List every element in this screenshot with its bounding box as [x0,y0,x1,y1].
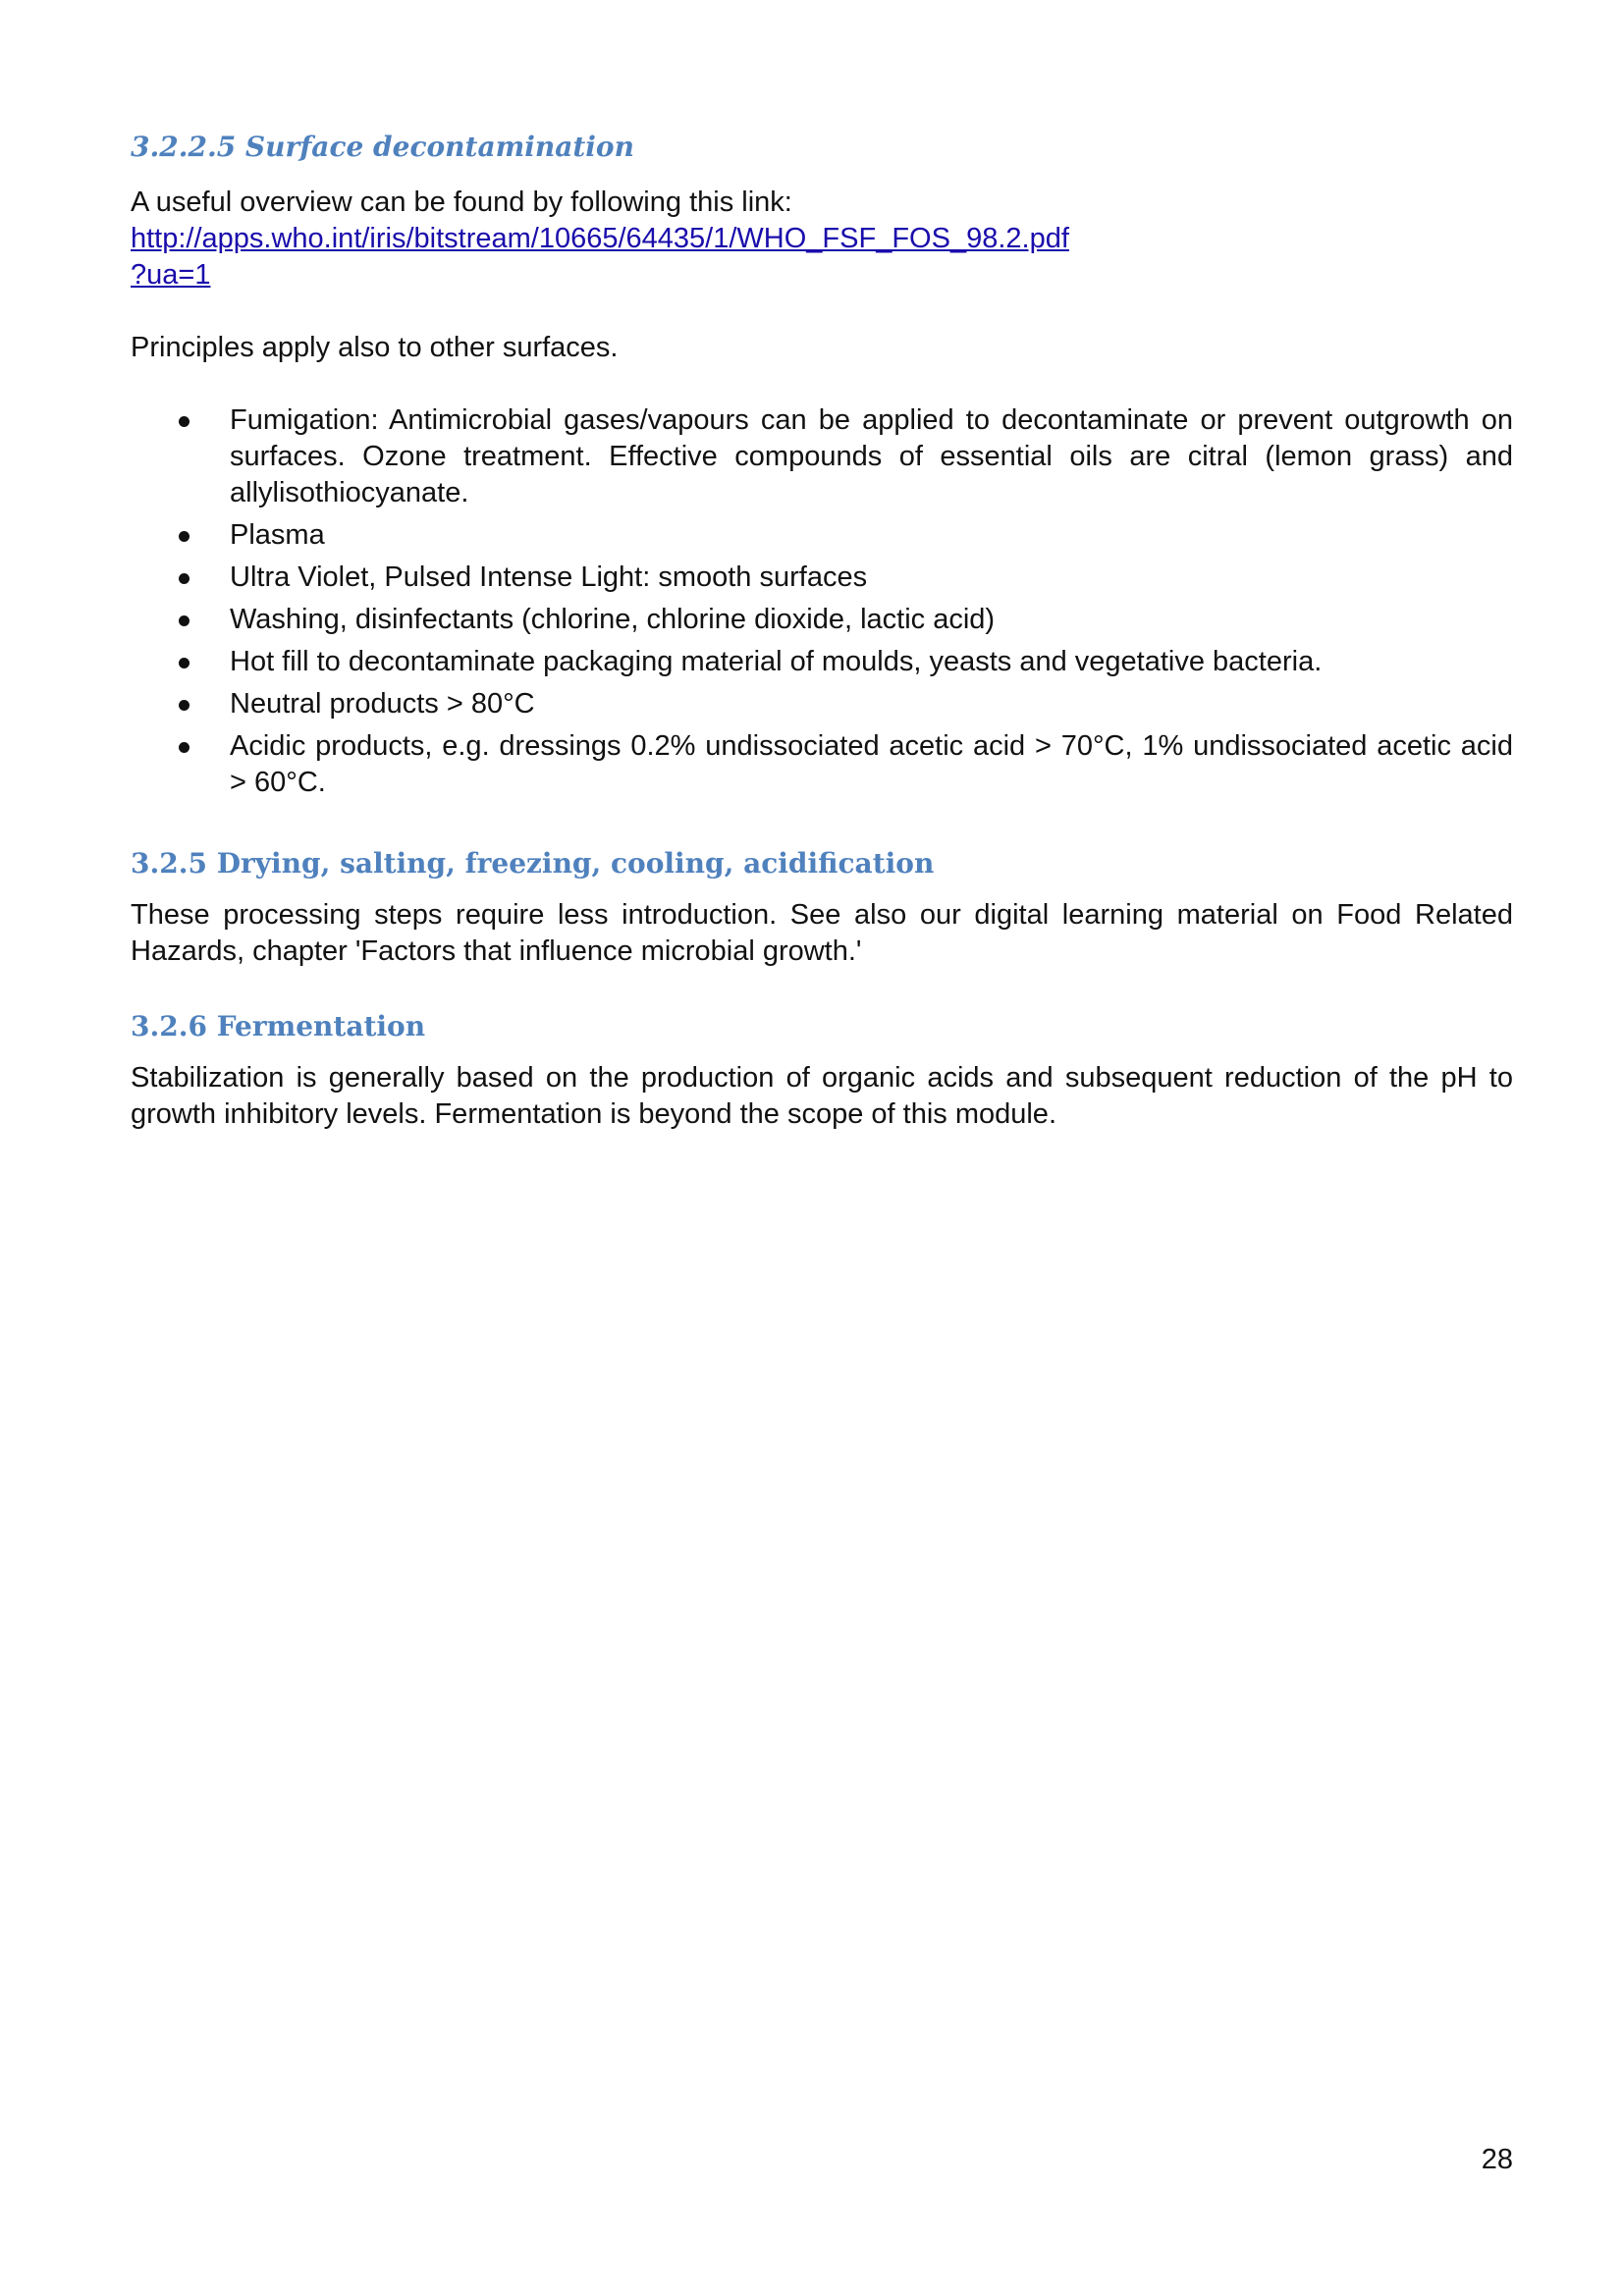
intro-text: A useful overview can be found by following this link: [131,187,792,218]
bullet-icon [179,615,189,626]
page-content [131,128,1513,1133]
spacer [131,366,1513,402]
page-number: 28 [1481,2144,1513,2175]
fermentation-body: Stabilization is generally based on the production of organic acids and subsequent reduction of the pH to growth inhibitory levels. Fermentation is beyond the scope of this module. [131,1062,1513,1130]
bullet-icon [179,700,189,711]
bullet-icon [179,416,189,427]
who-link-line2[interactable]: ?ua=1 [131,259,211,291]
bullet-icon [179,531,189,542]
spacer [131,294,1513,330]
bullet-icon [179,658,189,668]
list-item: Neutral products > 80°C [131,686,1513,722]
drying-body: These processing steps require less introduction. See also our digital learning material on Food Related Hazards, chapter 'Factors that influence microbial growth.' [131,899,1513,967]
spacer [131,970,1513,1007]
list-item: Ultra Violet, Pulsed Intense Light: smooth surfaces [131,560,1513,596]
bullet-icon [179,742,189,753]
heading-surface-decontamination: 3.2.2.5 Surface decontamination [131,131,634,163]
heading-fermentation: 3.2.6 Fermentation [131,1010,426,1042]
list-item: Washing, disinfectants (chlorine, chlorine dioxide, lactic acid) [131,602,1513,638]
list-item: Acidic products, e.g. dressings 0.2% undissociated acetic acid > 70°C, 1% undissociated acetic acid > 60°C. [131,728,1513,801]
heading-drying: 3.2.5 Drying, salting, freezing, cooling, acidification [131,847,935,880]
list-item: Fumigation: Antimicrobial gases/vapours can be applied to decontaminate or prevent outgrowth on surfaces. Ozone treatment. Effective compounds of essential oils are citral (lemon grass) and allylisothiocyanate. [131,402,1513,511]
decontamination-list [131,402,1513,801]
who-link-line1[interactable]: http://apps.who.int/iris/bitstream/10665/64435/1/WHO_FSF_FOS_98.2.pdf [131,223,1069,254]
list-item: Plasma [131,517,1513,554]
bullet-icon [179,573,189,584]
principles-text: Principles apply also to other surfaces. [131,332,619,363]
spacer [131,807,1513,844]
list-item: Hot fill to decontaminate packaging material of moulds, yeasts and vegetative bacteria. [131,644,1513,680]
